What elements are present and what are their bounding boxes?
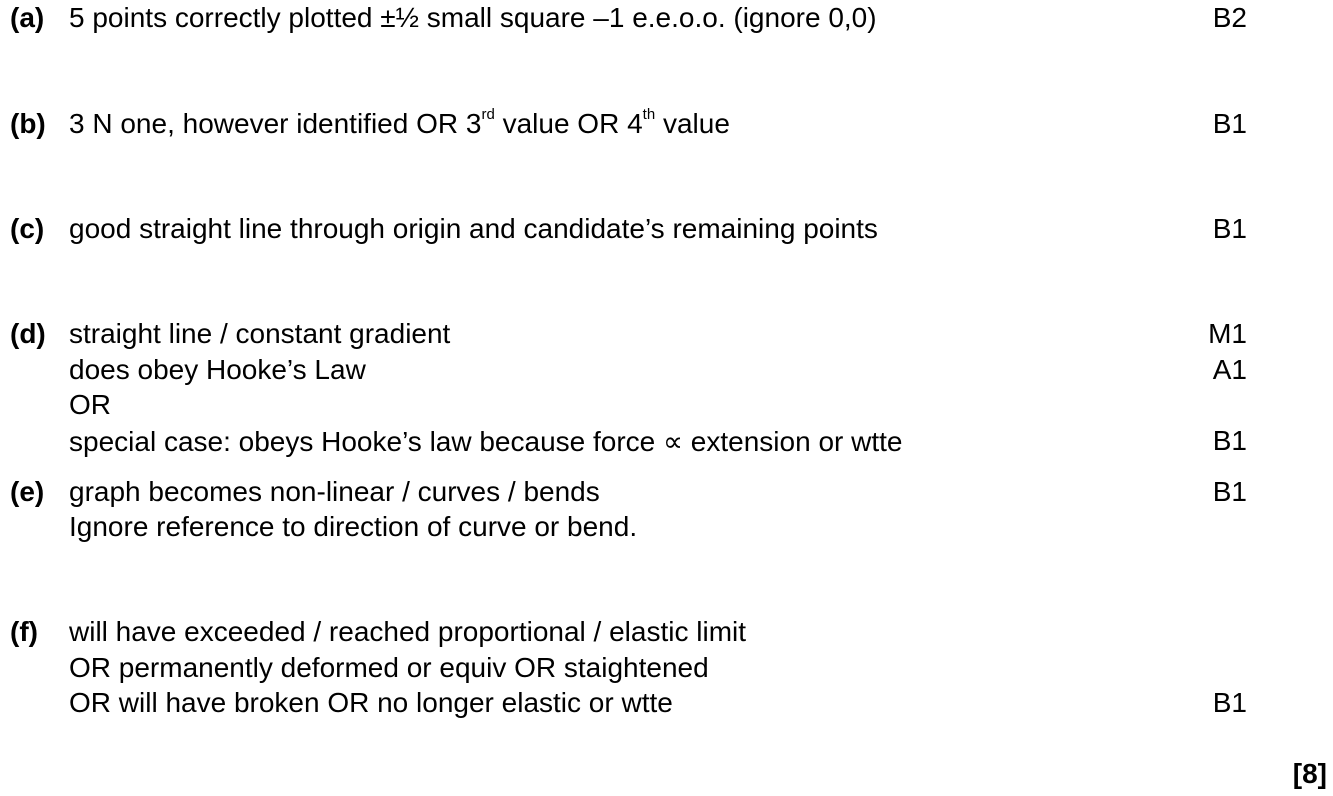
part-a-label: (a) [10,2,45,33]
part-b-sup-rd: rd [481,106,495,123]
part-f-line-3: OR will have broken OR no longer elastic or wtte [69,687,673,718]
part-b-text-2: value OR 4 [494,108,643,139]
part-e-label: (e) [10,476,45,507]
part-e-line-1: graph becomes non-linear / curves / bends [69,476,600,507]
part-b-text [69,108,730,140]
part-d-line-3: OR [69,389,111,420]
part-b-text-3: value [655,108,730,139]
part-c-mark: B1 [1212,213,1247,244]
part-f-line-2: OR permanently deformed or equiv OR staightened [69,652,709,683]
part-a-mark: B2 [1212,2,1247,33]
part-b-sup-th: th [642,106,656,123]
part-b-text-1: 3 N one, however identified OR 3 [69,108,482,139]
part-d-line-1: straight line / constant gradient [69,318,451,349]
part-e-mark: B1 [1212,476,1247,507]
part-d-mark-m1: M1 [1208,318,1247,349]
total-marks: [8] [1292,758,1327,789]
part-e-line-2: Ignore reference to direction of curve or bend. [69,511,638,542]
part-f-mark: B1 [1212,687,1247,718]
part-b-mark: B1 [1212,108,1247,139]
part-d-mark-b1: B1 [1212,425,1247,456]
part-b-label: (b) [10,108,46,139]
part-a-text: 5 points correctly plotted ±½ small square –1 e.e.o.o. (ignore 0,0) [69,2,877,33]
part-f-line-1: will have exceeded / reached proportional / elastic limit [69,616,747,647]
part-c-text: good straight line through origin and candidate’s remaining points [69,213,878,244]
part-d-label: (d) [10,318,46,349]
part-c-label: (c) [10,213,45,244]
part-d-line-2: does obey Hooke’s Law [69,354,366,385]
part-d-mark-a1: A1 [1212,354,1247,385]
part-d-line-4: special case: obeys Hooke’s law because force ∝ extension or wtte [69,426,903,457]
part-f-label: (f) [10,616,38,647]
